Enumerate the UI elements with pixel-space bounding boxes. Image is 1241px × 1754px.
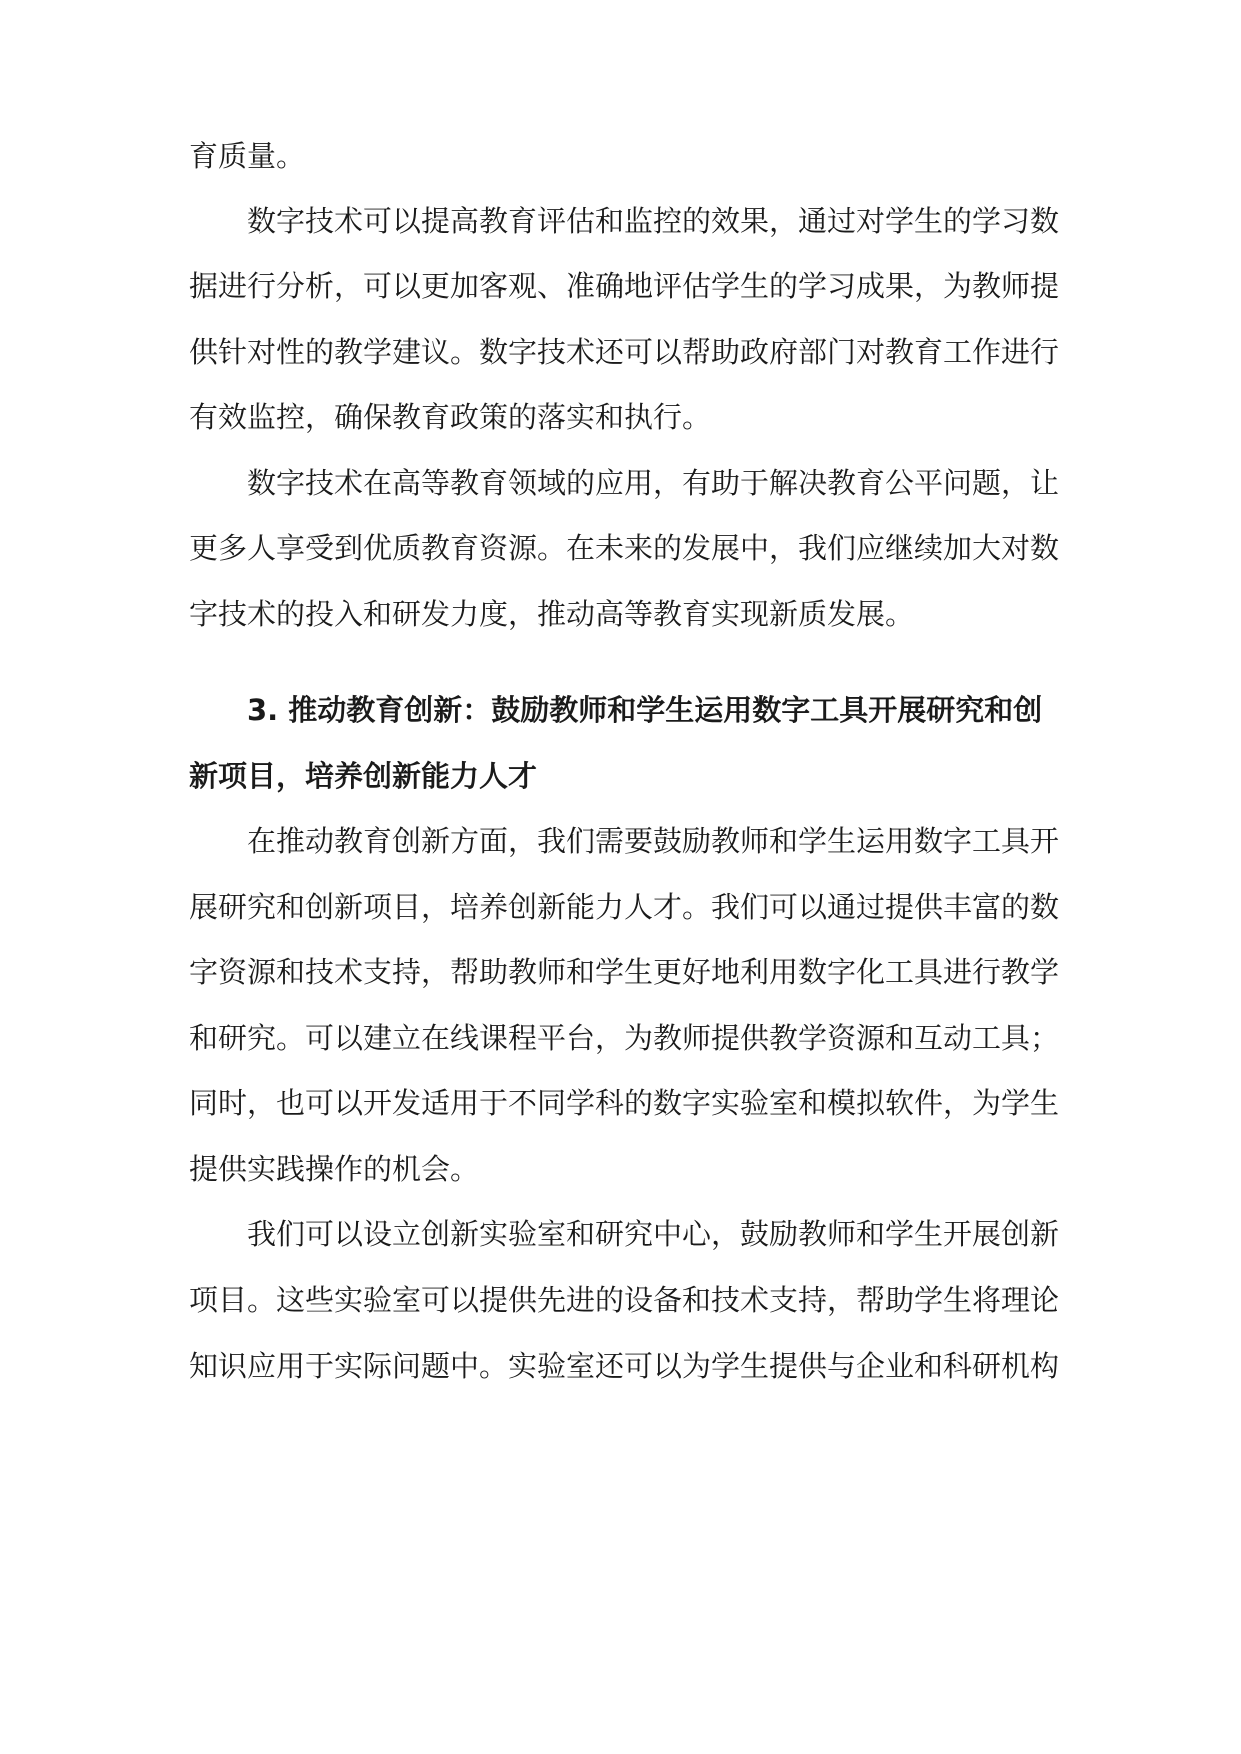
paragraph-line: 字资源和技术支持，帮助教师和学生更好地利用数字化工具进行教学 [189,955,1060,989]
paragraph-line: 在推动教育创新方面，我们需要鼓励教师和学生运用数字工具开 [247,824,1060,858]
section-heading-line: 3. 推动教育创新：鼓励教师和学生运用数字工具开展研究和创 [247,693,1043,727]
paragraph-line: 我们可以设立创新实验室和研究中心，鼓励教师和学生开展创新 [247,1217,1060,1251]
paragraph-line: 育质量。 [189,139,306,173]
paragraph-line: 有效监控，确保教育政策的落实和执行。 [189,400,712,434]
paragraph-line: 更多人享受到优质教育资源。在未来的发展中，我们应继续加大对数 [189,531,1060,565]
paragraph-line: 展研究和创新项目，培养创新能力人才。我们可以通过提供丰富的数 [189,890,1060,924]
paragraph-line: 同时，也可以开发适用于不同学科的数字实验室和模拟软件，为学生 [189,1086,1060,1120]
paragraph-line: 和研究。可以建立在线课程平台，为教师提供教学资源和互动工具； [189,1021,1060,1055]
paragraph-line: 据进行分析，可以更加客观、准确地评估学生的学习成果，为教师提 [189,269,1060,303]
paragraph-line: 项目。这些实验室可以提供先进的设备和技术支持，帮助学生将理论 [189,1283,1060,1317]
paragraph-line: 数字技术在高等教育领域的应用，有助于解决教育公平问题，让 [247,466,1060,500]
paragraph-line: 提供实践操作的机会。 [189,1152,480,1186]
paragraph-line: 供针对性的教学建议。数字技术还可以帮助政府部门对教育工作进行 [189,335,1060,369]
section-heading-line: 新项目，培养创新能力人才 [189,759,538,793]
paragraph-line: 数字技术可以提高教育评估和监控的效果，通过对学生的学习数 [247,204,1060,238]
paragraph-line: 字技术的投入和研发力度，推动高等教育实现新质发展。 [189,597,915,631]
paragraph-line: 知识应用于实际问题中。实验室还可以为学生提供与企业和科研机构 [189,1349,1060,1383]
